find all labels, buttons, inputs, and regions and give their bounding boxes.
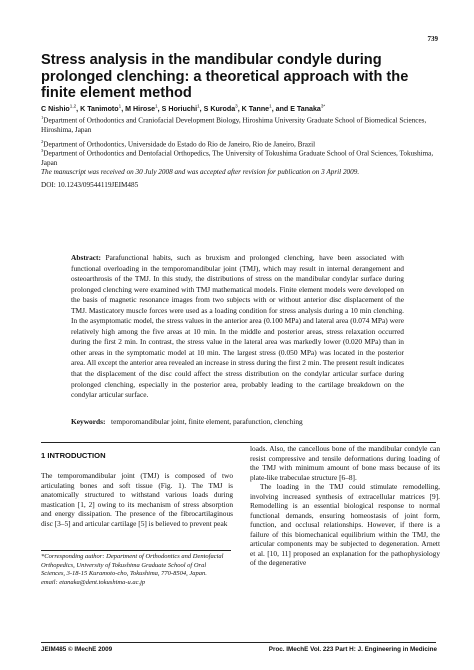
author: K Tanne$^1$, and — [241, 104, 291, 114]
author: S Horiuchi$^1$, — [161, 104, 204, 114]
paragraph: The loading in the TMJ could stimulate remodelling, involving increased synthesis of extracellular matrices [9]. Remodelling is an essential biological response to normal functional demands, ensuring homeostasis of joint form, function, and occlusal relationships. However, if there is a failure of this biomechanical equilibrium within the TMJ, the articular components may be subjected to degeneration. Arnett et al. [10, 11] proposed an explanation for the pathophysiology of the degenerative — [250, 482, 440, 567]
author: M Hirose$^1$, — [125, 104, 162, 114]
affiliation: $^2$Department of Orthodontics, Universidade do Estado do Rio de Janeiro, Rio de Janeiro, Brazil — [41, 139, 316, 149]
paragraph: The temporomandibular joint (TMJ) is composed of two articulating bones and soft tissue (Fig. 1). The TMJ is anatomically structured to withstand various loads during mastication [1, 2] owing to its mechanism of stress absorption and energy dissipation. The presence of the fibrocartilaginous disc [3–5] and articular cartilage [5] is believed to prevent peak — [41, 471, 233, 528]
footer-journal: Proc. IMechE Vol. 223 Part H: J. Engineering in Medicine — [268, 646, 437, 653]
keywords-text: temporomandibular joint, finite element, parafunction, clenching — [111, 417, 303, 426]
author: K Tanimoto$^1$, — [80, 104, 126, 114]
footer-divider — [41, 642, 436, 643]
keywords-label: Keywords: — [71, 417, 106, 426]
abstract — [71, 253, 404, 401]
footnote-email: email: etanaka@dent.tokushima-u.ac.jp — [41, 579, 146, 587]
doi: DOI: 10.1243/09544119JEIM485 — [41, 181, 139, 189]
section-heading: 1 INTRODUCTION — [41, 451, 106, 460]
paragraph: loads. Also, the cancellous bone of the mandibular condyle can resist compressive and tensile deformations during loading of the TMJ with minimum amount of bone mass because of its plate-like trabeculae structure [6–8]. — [250, 444, 440, 482]
affiliation: $^1$Department of Orthodontics and Craniofacial Development Biology, Hiroshima University Graduate School of Biomedical Sciences, Hiroshima, Japan — [41, 115, 427, 134]
article-title: Stress analysis in the mandibular condyle during prolonged clenching: a theoretical approach with the finite element method — [41, 52, 409, 102]
corresponding-author-footnote — [41, 553, 231, 588]
keywords — [71, 417, 404, 427]
footer-copyright: JEIM485 © IMechE 2009 — [41, 646, 113, 653]
abstract-text: Parafunctional habits, such as bruxism and prolonged clenching, have been associated with functional overloading in the temporomandibular joint (TMJ), which may result in internal derangement and osteoarthrosis of the TMJ. In this study, the distributions of stress on the mandibular condylar surface during prolonged clenching were examined with TMJ mathematical models. Finite element models were developed on the basis of magnetic resonance images from two subjects with or without anterior disc displacement of the TMJ. Masticatory muscle forces were used as a loading condition for stress analysis during a 10 min clenching. In the asymptomatic model, the stress values in the anterior area (0.100 MPa) and lateral area (0.074 MPa) were relatively high among the five areas at 10 min. In the middle and posterior areas, stress relaxation occurred during the first 2 min. In contrast, the stress value in the lateral area was markedly lower (0.020 MPa) than in other areas in the symptomatic model at 10 min. The largest stress (0.050 MPa) was located in the posterior area. All except the anterior area revealed an increase in stress during the first 2 min. The present result indicates that the displacement of the disc could affect the stress distribution on the condylar articular surface during prolonged clenching, especially in the posterior area, probably leading to the cartilage breakdown on the condylar articular surface. — [71, 253, 404, 400]
abstract-label: Abstract: — [71, 253, 101, 262]
footnote-address: *Corresponding author: Department of Orthodontics and Dentofacial Orthopedics, University of Tokushima Graduate School of Oral Sciences, 3-18-15 Kuramoto-cho, Tokushima, 770-8504, Japan. — [41, 553, 224, 578]
section-divider — [41, 442, 436, 443]
footnote-divider — [41, 550, 231, 551]
received-date-note: The manuscript was received on 30 July 2008 and was accepted after revision for publication on 3 April 2009. — [41, 168, 360, 176]
author: E Tanaka$^{3*}$ — [290, 104, 326, 114]
body-column-right — [250, 444, 440, 568]
body-column-left — [41, 471, 233, 528]
author: S Kuroda$^3$, — [203, 104, 242, 114]
author-list — [41, 104, 325, 113]
author: C Nishio$^{1,2}$, — [41, 104, 81, 114]
page-number: 739 — [427, 35, 438, 43]
affiliation: $^3$Department of Orthodontics and Dentofacial Orthopedics, The University of Tokushima Graduate School of Oral Sciences, Tokushima, Japan — [41, 148, 434, 167]
